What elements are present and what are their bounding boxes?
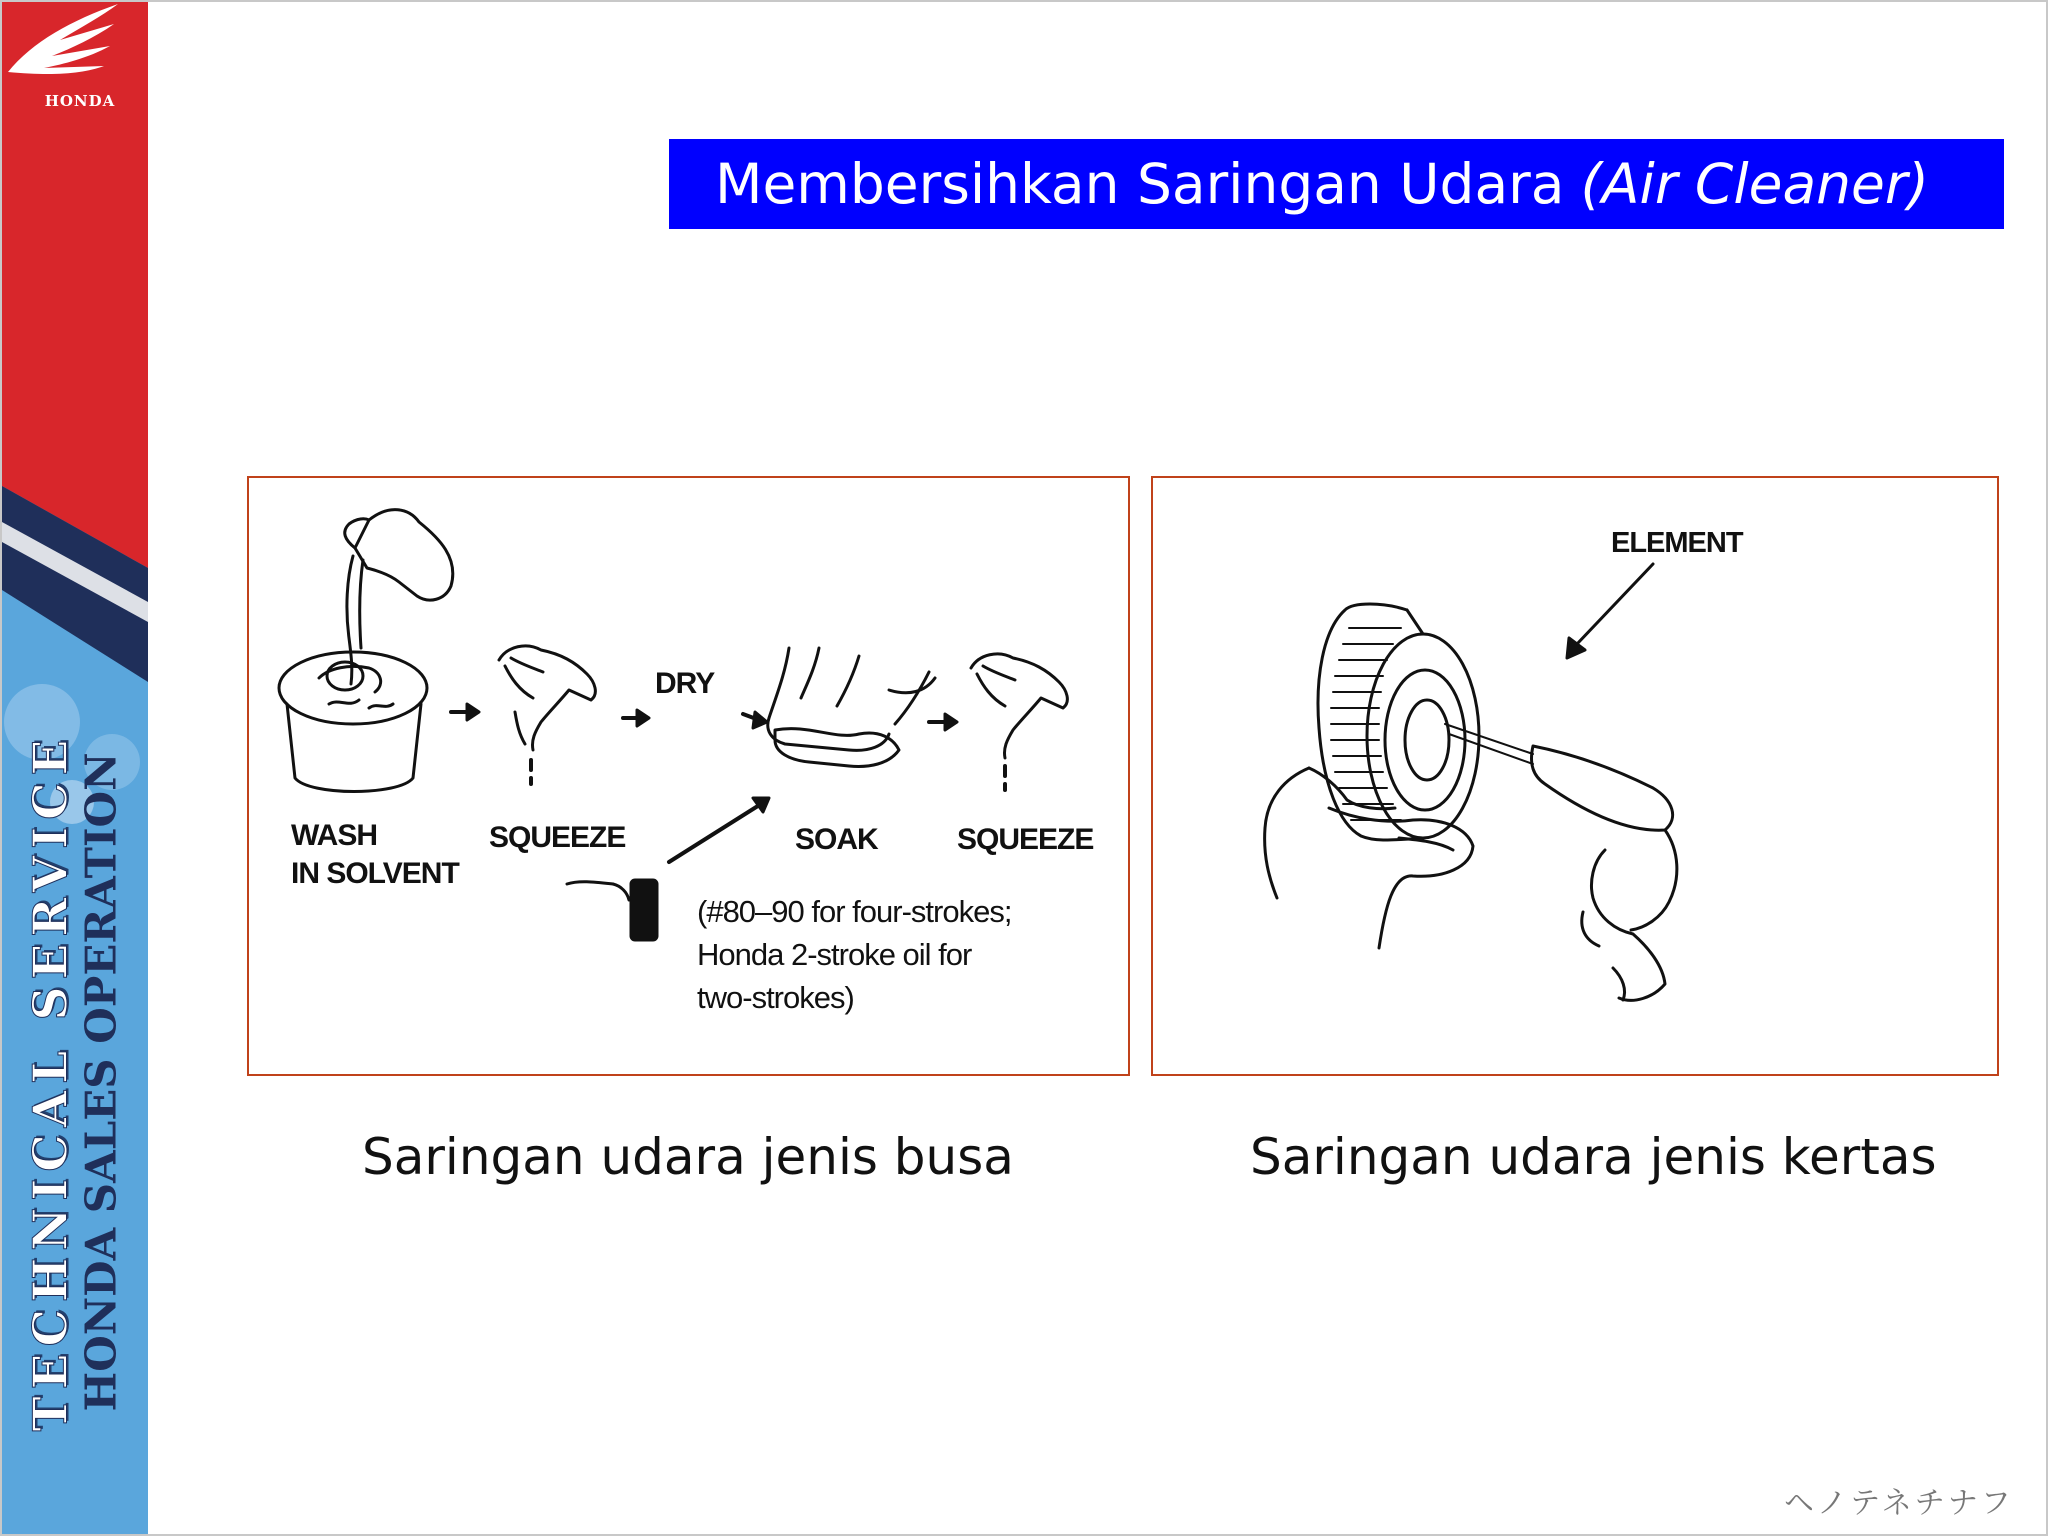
- squeeze-label-1: SQUEEZE: [489, 821, 626, 854]
- paper-filter-caption: Saringan udara jenis kertas: [1250, 1128, 1937, 1186]
- technical-service-label: TECHNICAL SERVICE: [23, 732, 79, 1432]
- footer-watermark: ヘノテネチナフ: [1784, 1486, 2014, 1521]
- oil-note-line-1: (#80–90 for four-strokes;: [697, 894, 1012, 929]
- soak-label: SOAK: [795, 823, 878, 856]
- oil-note-line-2: Honda 2-stroke oil for: [697, 937, 972, 972]
- honda-wing-icon: [2, 2, 122, 82]
- wash-label: WASH: [291, 819, 377, 852]
- oil-note-line-3: two-strokes): [697, 980, 854, 1015]
- paper-element-air-blow-illustration: [1153, 478, 1997, 1074]
- title-subtitle: (Air Cleaner): [1580, 152, 1929, 216]
- element-label: ELEMENT: [1611, 527, 1743, 559]
- brand-sidebar: [2, 2, 148, 1534]
- slide-title: [669, 139, 2004, 229]
- honda-sales-operation-label: HONDA SALES OPERATION: [76, 752, 126, 1412]
- paper-filter-figure: [1151, 476, 1999, 1076]
- squeeze-label-2: SQUEEZE: [957, 823, 1094, 856]
- honda-logo-text: HONDA: [44, 92, 116, 110]
- in-solvent-label: IN SOLVENT: [291, 857, 459, 890]
- title-main: Membersihkan Saringan Udara: [715, 152, 1565, 216]
- oil-note: [697, 890, 1011, 1019]
- dry-label: DRY: [655, 667, 715, 700]
- foam-filter-caption: Saringan udara jenis busa: [362, 1128, 1014, 1186]
- foam-filter-figure: [247, 476, 1130, 1076]
- sidebar-vertical-text: [23, 722, 126, 1442]
